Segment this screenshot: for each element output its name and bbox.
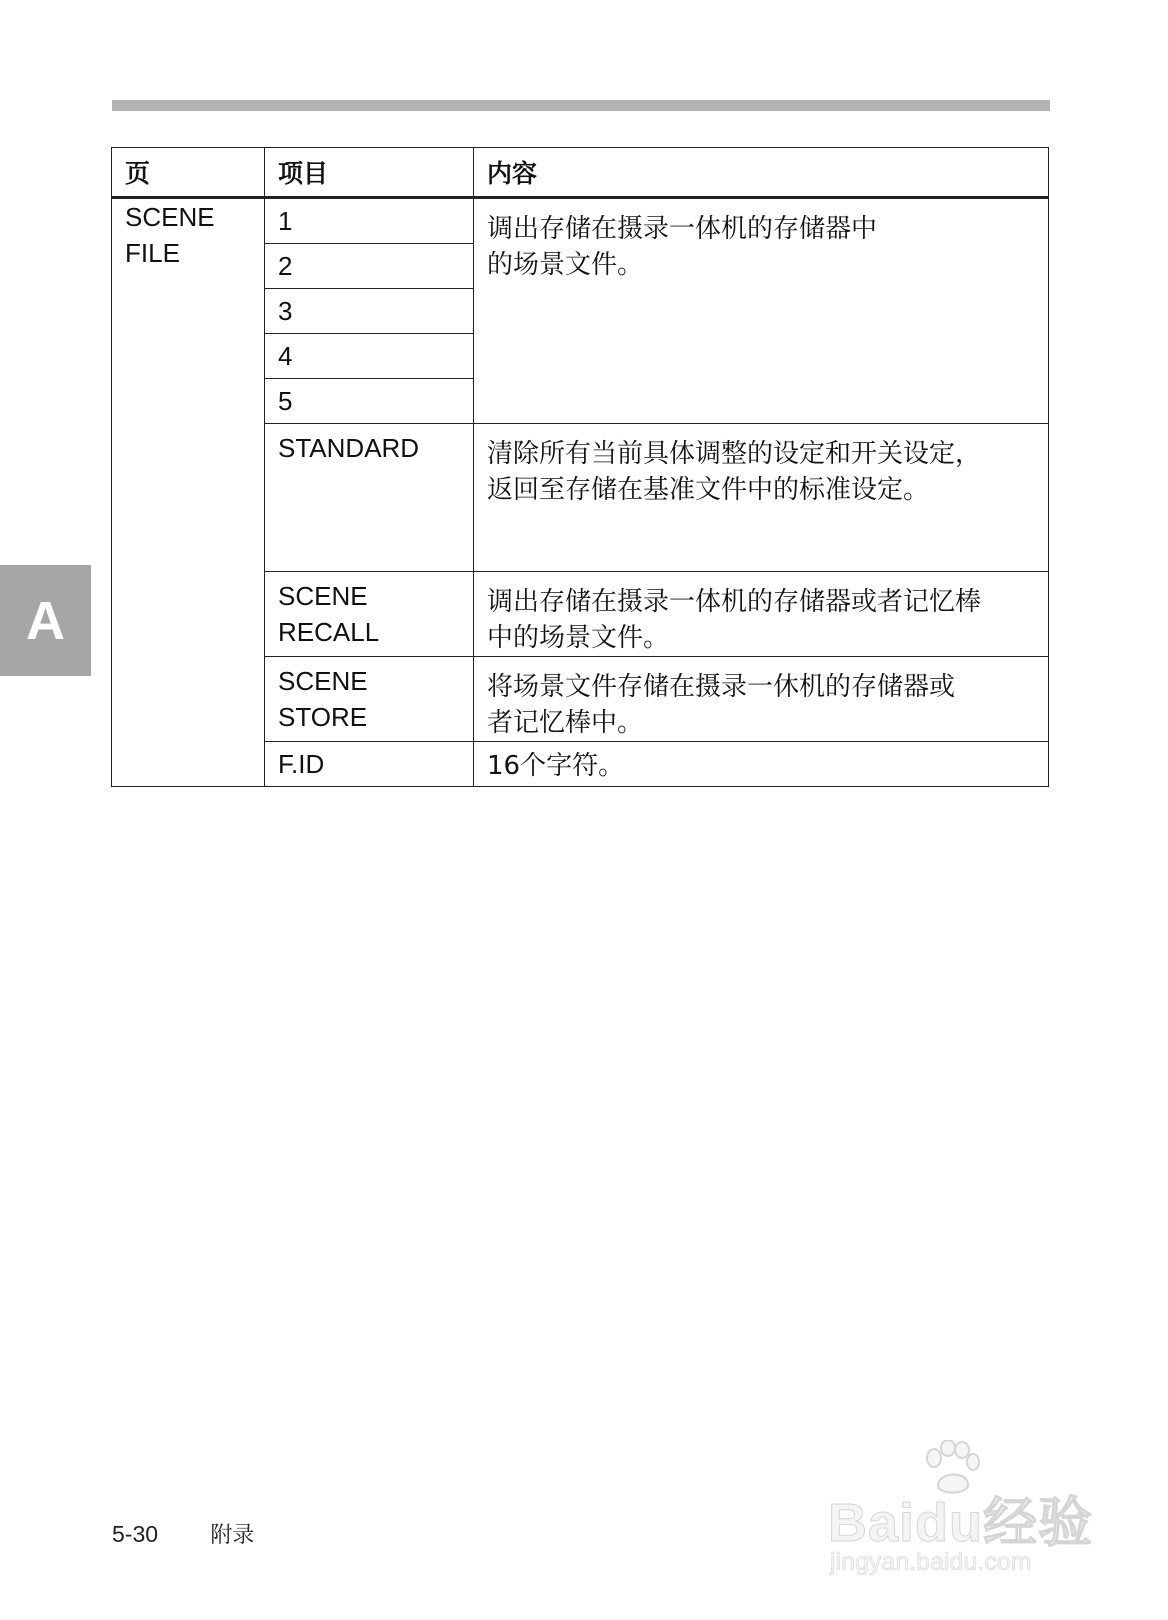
- content-line: 者记忆棒中。: [487, 708, 644, 738]
- section-name: 附录: [210, 1523, 255, 1548]
- item-cell: F.ID: [265, 742, 474, 787]
- item-line: STORE: [278, 702, 368, 732]
- content-line: 清除所有当前具体调整的设定和开关设定，: [487, 439, 982, 469]
- baidu-watermark: [828, 1440, 1098, 1580]
- content-line: 返回至存储在基准文件中的标准设定。: [487, 475, 930, 505]
- section-tab: [0, 565, 91, 676]
- content-cell-standard: [474, 424, 1049, 572]
- page-number: 5-30: [112, 1521, 159, 1547]
- content-cell-store: [474, 657, 1049, 742]
- spec-table: [111, 147, 1049, 787]
- header-page: 页: [112, 148, 265, 198]
- item-line: RECALL: [278, 617, 380, 647]
- item-cell: 1: [265, 198, 474, 244]
- item-cell: 5: [265, 379, 474, 424]
- item-line: SCENE: [278, 666, 368, 696]
- content-cell-scene-file: [474, 198, 1049, 424]
- item-cell: 4: [265, 334, 474, 379]
- content-line: 的场景文件。: [487, 250, 644, 280]
- page-line: SCENE: [125, 202, 215, 232]
- table-row: [112, 198, 1049, 244]
- content-cell-fid: 16个字符。: [474, 742, 1049, 787]
- content-cell-recall: [474, 572, 1049, 657]
- item-cell: [265, 657, 474, 742]
- header-content: 内容: [474, 148, 1049, 198]
- top-rule: [112, 100, 1050, 111]
- item-line: SCENE: [278, 581, 368, 611]
- item-cell: [265, 572, 474, 657]
- page-line: FILE: [125, 238, 180, 268]
- item-cell: 3: [265, 289, 474, 334]
- watermark-logo: Baidu经验: [828, 1493, 1094, 1553]
- page-cell: [112, 198, 265, 787]
- header-item: 项目: [265, 148, 474, 198]
- item-cell: STANDARD: [265, 424, 474, 572]
- watermark-url: jingyan.baidu.com: [830, 1548, 1032, 1576]
- content-line: 调出存储在摄录一体机的存储器中: [487, 214, 878, 244]
- content-line: 将场景文件存储在摄录一休机的存储器或: [487, 672, 956, 702]
- item-cell: 2: [265, 244, 474, 289]
- content-line: 中的场景文件。: [487, 623, 670, 653]
- content-line: 调出存储在摄录一体机的存储器或者记忆棒: [487, 587, 982, 617]
- table-header-row: [112, 148, 1049, 198]
- page-footer: [112, 1518, 254, 1549]
- section-tab-label: A: [26, 590, 65, 651]
